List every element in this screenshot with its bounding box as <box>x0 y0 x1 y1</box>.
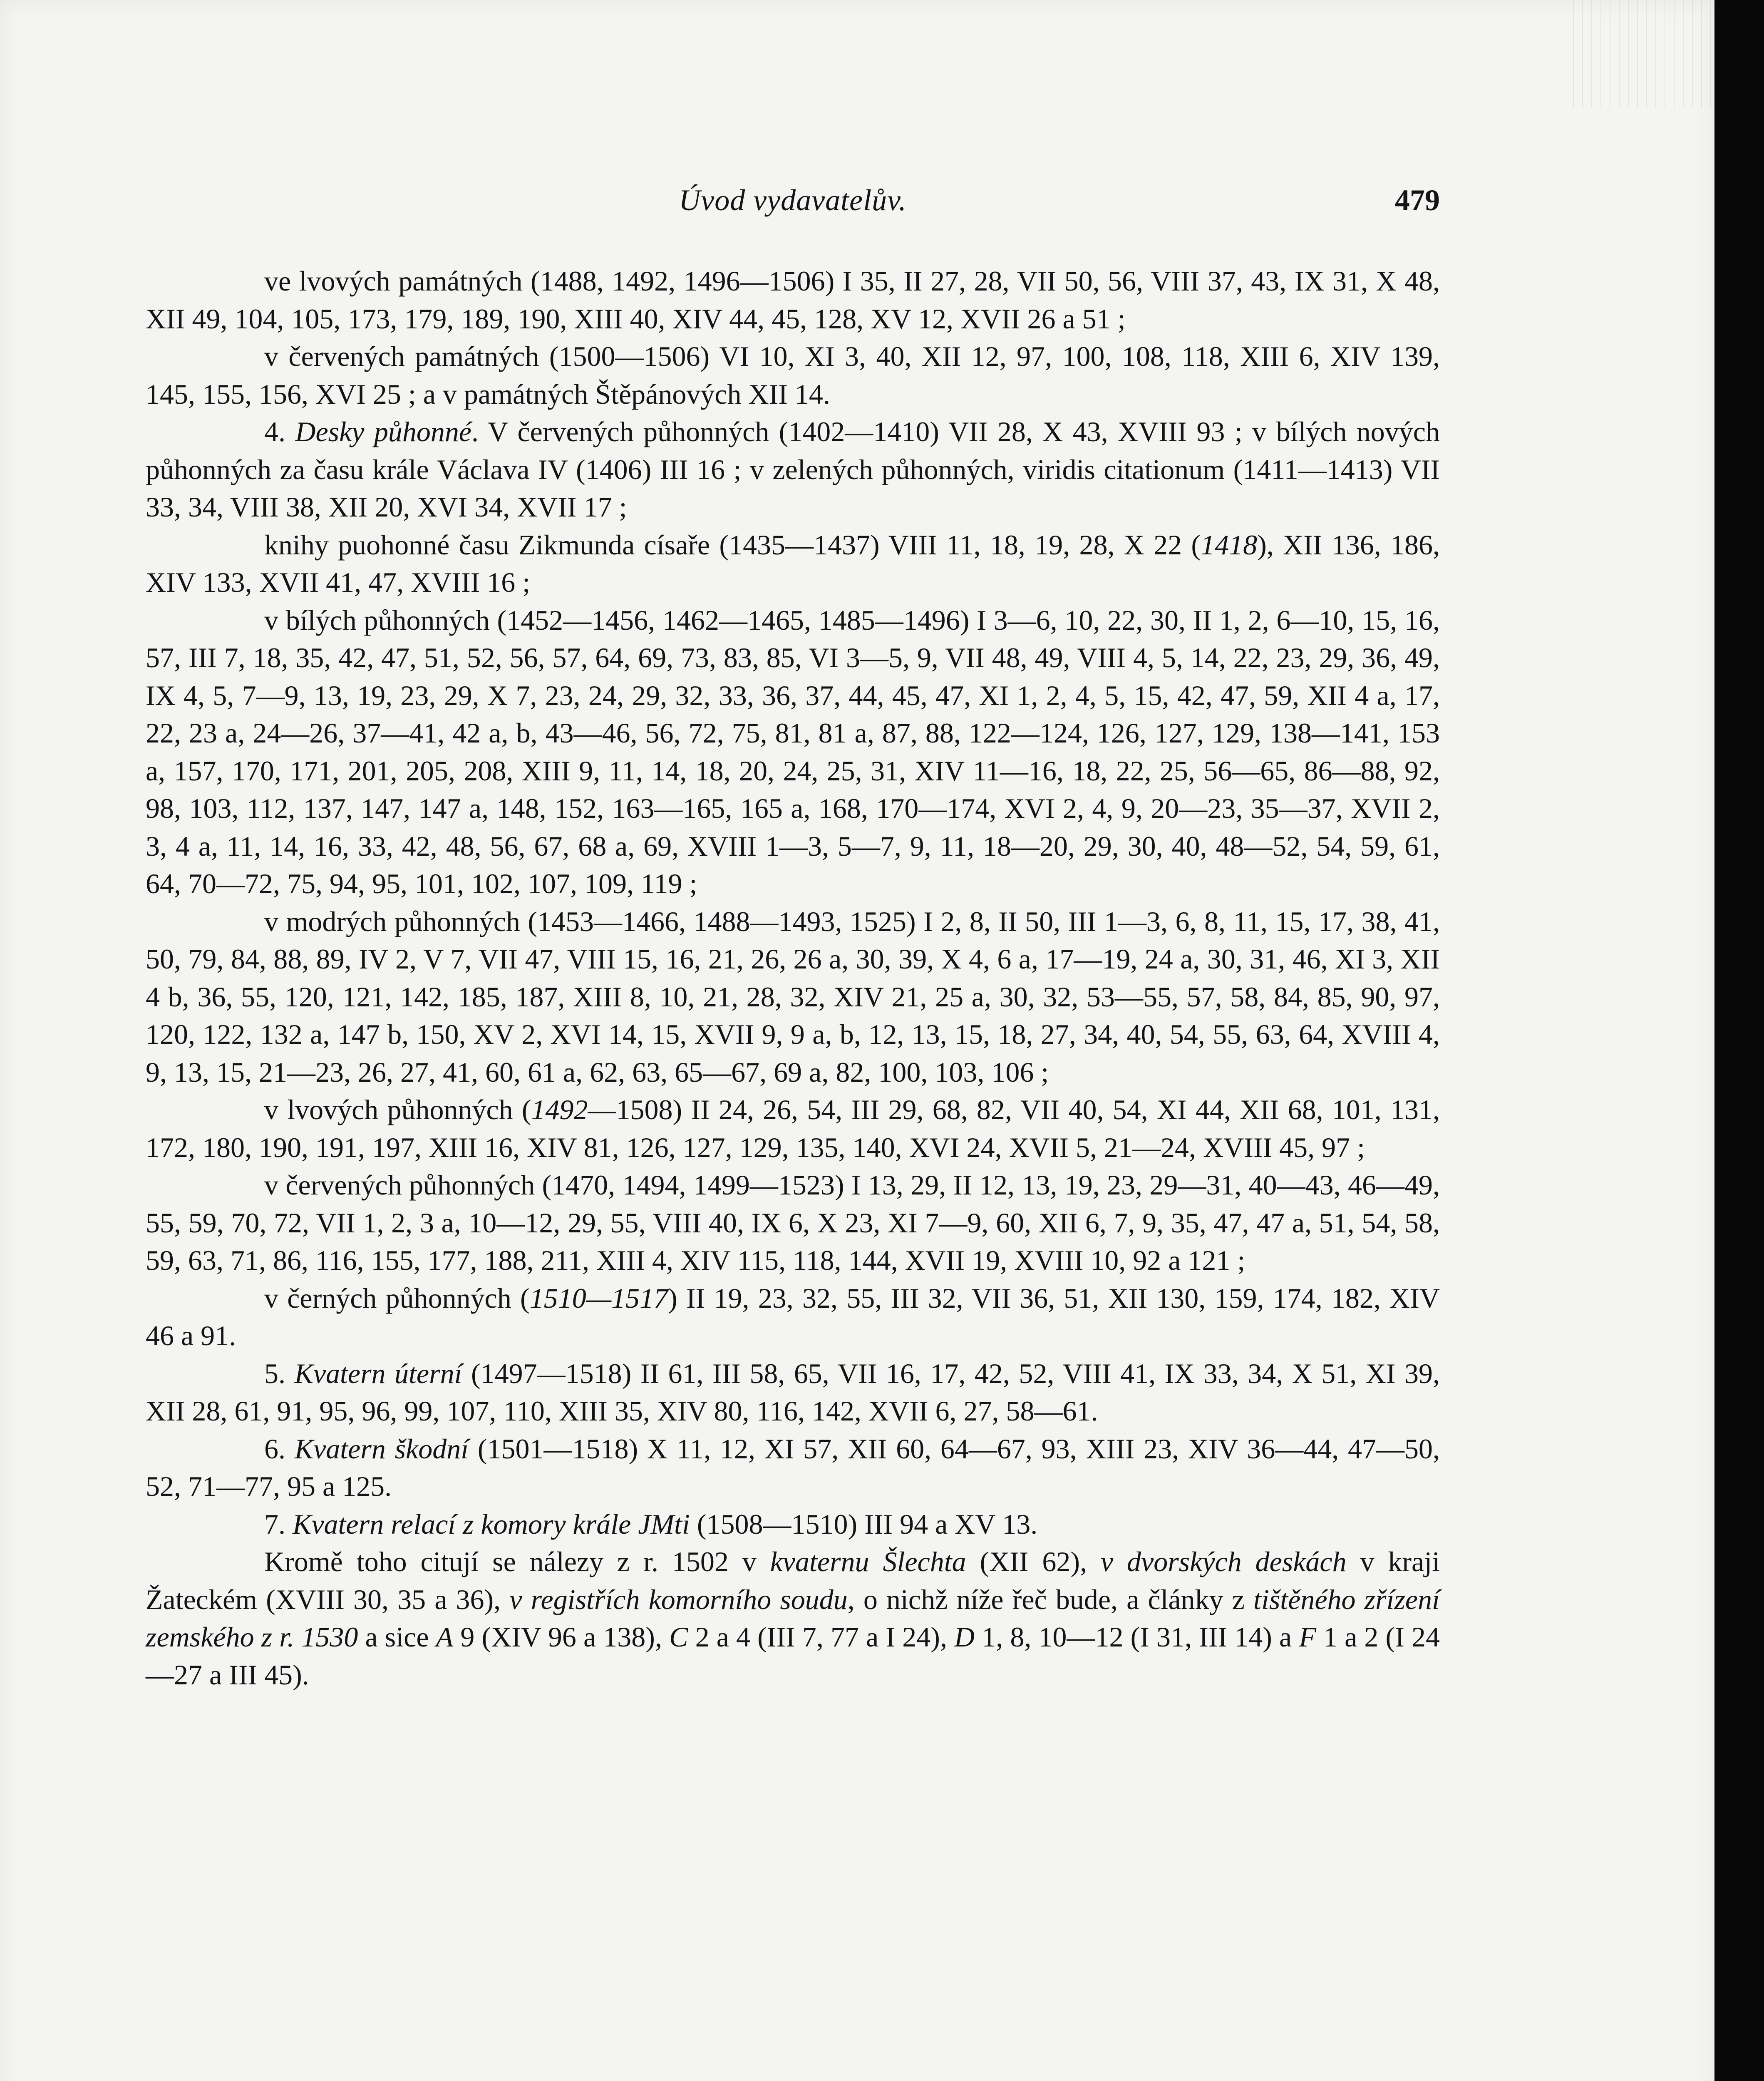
page-number: 479 <box>1395 184 1440 217</box>
paragraph-p3 <box>146 413 1440 526</box>
text-segment: v kraji Žateckém (XVIII 30, 35 a 36), <box>146 1546 1440 1615</box>
italic-segment: Kvatern škodní <box>294 1433 469 1465</box>
text-segment: v černých půhonných ( <box>264 1282 530 1314</box>
paragraph-p5 <box>146 601 1440 903</box>
italic-segment: A <box>436 1621 454 1653</box>
italic-segment: 1492 <box>531 1094 588 1125</box>
text-segment: ) II 19, 23, 32, 55, III 32, VII 36, 51, XII 130, 159, 174, 182, XIV 46 a 91. <box>146 1282 1440 1351</box>
italic-segment: kvaternu Šlechta <box>770 1546 966 1577</box>
paragraph-p7 <box>146 1091 1440 1166</box>
text-segment: v modrých půhonných (1453—1466, 1488—1493, 1525) I 2, 8, II 50, III 1—3, 6, 8, 11, 15, 17, 38, 41, 50, 79, 84, 88, 89, IV 2, V 7, VII 47, VIII 15, 16, 21, 26, 26 a, 30, 39, X 4, 6 a, 17—19, 24 a, 30, 31, 46, XI 3, XII 4 b, 36, 55, 120, 121, 142, 185, 187, XIII 8, 10, 21, 28, 32, XIV 21, 25 a, 30, 32, 53—55, 57, 58, 84, 85, 90, 97, 120, 122, 132 a, 147 b, 150, XV 2, XVI 14, 15, XVII 9, 9 a, b, 12, 13, 15, 18, 27, 34, 40, 54, 55, 63, 64, XVIII 4, 9, 13, 15, 21—23, 26, 27, 41, 60, 61 a, 62, 63, 65—67, 69 a, 82, 100, 103, 106 ; <box>146 905 1440 1088</box>
text-segment: (1508—1510) III 94 a XV 13. <box>690 1508 1038 1540</box>
paragraph-p2 <box>146 338 1440 413</box>
text-segment: v bílých půhonných (1452—1456, 1462—1465, 1485—1496) I 3—6, 10, 22, 30, II 1, 2, 6—10, 15, 16, 57, III 7, 18, 35, 42, 47, 51, 52, 56, 57, 64, 69, 73, 83, 85, VI 3—5, 9, VII 48, 49, VIII 4, 5, 14, 22, 23, 29, 36, 49, IX 4, 5, 7—9, 13, 19, 23, 29, X 7, 23, 24, 29, 32, 33, 36, 37, 44, 45, 47, XI 1, 2, 4, 5, 15, 42, 47, 59, XII 4 a, 17, 22, 23 a, 24—26, 37—41, 42 a, b, 43—46, 56, 72, 75, 81, 81 a, 87, 88, 122—124, 126, 127, 129, 138—141, 153 a, 157, 170, 171, 201, 205, 208, XIII 9, 11, 14, 18, 20, 24, 25, 31, XIV 11—16, 18, 22, 25, 56—65, 86—88, 92, 98, 103, 112, 137, 147, 147 a, 148, 152, 163—165, 165 a, 168, 170—174, XVI 2, 4, 9, 20—23, 35—37, XVII 2, 3, 4 a, 11, 14, 16, 33, 42, 48, 56, 67, 68 a, 69, XVIII 1—3, 5—7, 9, 11, 18—20, 29, 30, 40, 48—52, 54, 59, 61, 64, 70—72, 75, 94, 95, 101, 102, 107, 109, 119 ; <box>146 604 1440 899</box>
paragraph-p8 <box>146 1166 1440 1279</box>
paragraph-p11 <box>146 1430 1440 1505</box>
paragraph-p13 <box>146 1543 1440 1694</box>
text-segment: 7. <box>264 1508 293 1540</box>
paragraph-p1 <box>146 262 1440 338</box>
italic-segment: Desky půhonné <box>295 416 472 447</box>
text-segment: v červených půhonných (1470, 1494, 1499—1523) I 13, 29, II 12, 13, 19, 23, 29—31, 40—43, 46—49, 55, 59, 70, 72, VII 1, 2, 3 a, 10—12, 29, 55, VIII 40, IX 6, X 23, XI 7—9, 60, XII 6, 7, 9, 35, 47, 47 a, 51, 54, 58, 59, 63, 71, 86, 116, 155, 177, 188, 211, XIII 4, XIV 115, 118, 144, XVII 19, XVIII 10, 92 a 121 ; <box>146 1169 1440 1276</box>
paragraph-p9 <box>146 1279 1440 1355</box>
text-segment: (XII 62), <box>966 1546 1101 1577</box>
text-segment: 2 a 4 (III 7, 77 a I 24), <box>688 1621 954 1653</box>
text-segment: knihy puohonné času Zikmunda císaře (1435—1437) VIII 11, 18, 19, 28, X 22 ( <box>264 529 1201 561</box>
italic-segment: tištěného zřízení zemského z r. 1530 <box>146 1583 1440 1653</box>
text-segment: a sice <box>358 1621 436 1653</box>
text-segment: —1508) II 24, 26, 54, III 29, 68, 82, VII 40, 54, XI 44, XII 68, 101, 131, 172, 180, 190, 191, 197, XIII 16, XIV 81, 126, 127, 129, 135, 140, XVI 24, XVII 5, 21—24, XVIII 45, 97 ; <box>146 1094 1440 1163</box>
italic-segment: 1510—1517 <box>529 1282 668 1314</box>
text-segment: . V červených půhonných (1402—1410) VII 28, X 43, XVIII 93 ; v bílých nových půhonných za času krále Václava IV (1406) III 16 ; v zelených půhonných, viridis citationum (1411—1413) VII 33, 34, VIII 38, XII 20, XVI 34, XVII 17 ; <box>146 416 1440 523</box>
paragraph-p6 <box>146 903 1440 1091</box>
page-header <box>146 183 1440 229</box>
text-segment: , o nichž níže řeč bude, a články z <box>847 1583 1254 1615</box>
text-segment: 4. <box>264 416 295 447</box>
italic-segment: Kvatern úterní <box>294 1357 462 1389</box>
text-segment: 6. <box>264 1433 295 1465</box>
text-segment: (1497—1518) II 61, III 58, 65, VII 16, 17, 42, 52, VIII 41, IX 33, 34, X 51, XI 39, XII 28, 61, 91, 95, 96, 99, 107, 110, XIII 35, XIV 80, 116, 142, XVII 6, 27, 58—61. <box>146 1357 1440 1427</box>
text-segment: ), XII 136, 186, XIV 133, XVII 41, 47, XVIII 16 ; <box>146 529 1440 598</box>
paragraph-p10 <box>146 1355 1440 1430</box>
running-title: Úvod vydavatelův. <box>679 184 907 217</box>
text-segment: 1 a 2 (I 24—27 a III 45). <box>146 1621 1440 1691</box>
text-segment: Kromě toho citují se nálezy z r. 1502 v <box>264 1546 770 1577</box>
body-text <box>146 262 1440 1694</box>
paragraph-p4 <box>146 526 1440 601</box>
text-segment: ve lvových památných (1488, 1492, 1496—1506) I 35, II 27, 28, VII 50, 56, VIII 37, 43, IX 31, X 48, XII 49, 104, 105, 173, 179, 189, 190, XIII 40, XIV 44, 45, 128, XV 12, XVII 26 a 51 ; <box>146 265 1440 335</box>
italic-segment: 1418 <box>1201 529 1258 561</box>
italic-segment: C <box>669 1621 688 1653</box>
text-segment: 1, 8, 10—12 (I 31, III 14) a <box>975 1621 1299 1653</box>
scan-edge-marks <box>1573 0 1714 108</box>
text-segment: (1501—1518) X 11, 12, XI 57, XII 60, 64—67, 93, XIII 23, XIV 36—44, 47—50, 52, 71—77, 95 a 125. <box>146 1433 1440 1502</box>
text-segment: v červených památných (1500—1506) VI 10, XI 3, 40, XII 12, 97, 100, 108, 118, XIII 6, XIV 139, 145, 155, 156, XVI 25 ; a v památných Štěpánových XII 14. <box>146 340 1440 410</box>
paragraph-p12 <box>146 1505 1440 1543</box>
italic-segment: F <box>1299 1621 1316 1653</box>
italic-segment: v dvorských deskách <box>1100 1546 1347 1577</box>
italic-segment: Kvatern relací z komory krále JMti <box>293 1508 690 1540</box>
text-segment: 9 (XIV 96 a 138), <box>453 1621 670 1653</box>
text-segment: 5. <box>264 1357 295 1389</box>
italic-segment: v registřích komorního soudu <box>509 1583 848 1615</box>
italic-segment: D <box>954 1621 975 1653</box>
text-segment: v lvových půhonných ( <box>264 1094 531 1125</box>
